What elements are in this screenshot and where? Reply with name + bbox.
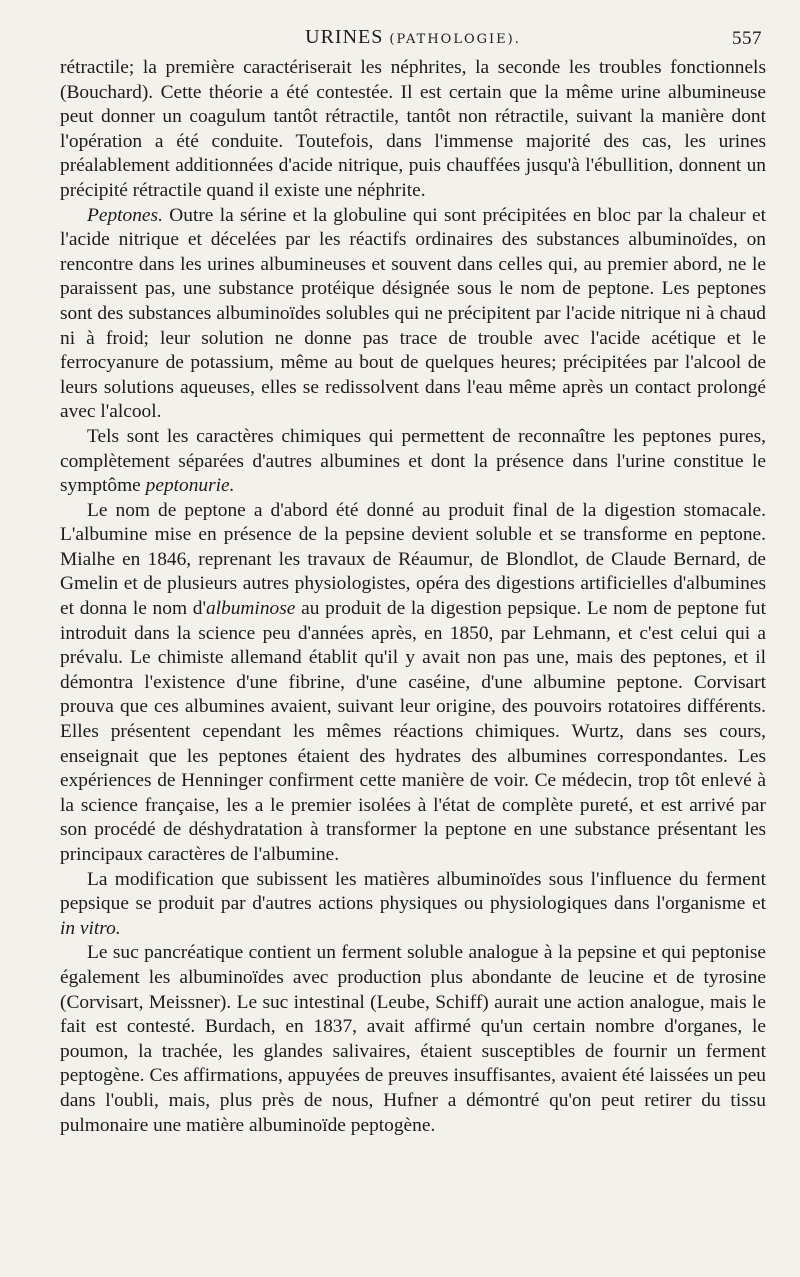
text-run: La modification que subissent les matières albuminoïdes sous l'influence du ferment pepsique se produit par d'autres actions physiques ou physiologiques dans l'organisme et — [60, 868, 766, 915]
italic-text: peptonurie. — [145, 475, 235, 497]
italic-text: albuminose — [205, 598, 296, 620]
body-text — [60, 56, 766, 1138]
text-run: Tels sont les caractères chimiques qui permettent de reconnaître les peptones pures, complètement séparées d'autres albumines et dont la présence dans l'urine constitue le symptôme — [60, 425, 766, 497]
text-run: au produit de la digestion pepsique. Le nom de peptone fut introduit dans la science peu d'années après, en 1850, par Lehmann, et c'est celui qui a prévalu. Le chimiste allemand établit qu'il y avait non pas une, mais des peptones, et il démontra l'existence d'une fibrine, d'une caséine, d'une albumine peptone. Corvisart prouva que ces albumines avaient, suivant leur origine, des pouvoirs rotatoires différents. Elles présentent cependant les mêmes réactions chimiques. Wurtz, dans ses cours, enseignait que les peptones étaient des hydrates des albumines correspondantes. Les expériences de Henninger confirment cette manière de voir. Ce médecin, trop tôt enlevé à la science française, les a le premier isolées à l'état de complète pureté, et est arrivé par son procédé de déshydratation à transformer la peptone en une substance présentant les principaux caractères de l'albumine. — [60, 598, 766, 865]
text-run: Le nom de peptone a d'abord été donné au produit final de la digestion stomacale. L'albumine mise en présence de la pepsine devient soluble et se transforme en peptone. Mialhe en 1846, reprenant les travaux de Réaumur, de Blondlot, de Claude Bernard, de Gmelin et de plusieurs autres physiologistes, opéra des digestions artificielles d'albumines et donna le nom d' — [60, 499, 766, 620]
paragraph — [60, 204, 766, 425]
text-run: Outre la sérine et la globuline qui sont précipitées en bloc par la chaleur et l'acide nitrique et décelées par les réactifs ordinaires des substances albuminoïdes, on rencontre dans les urines albumineuses et souvent dans celles qui, au premier abord, ne le paraissent pas, une substance protéique désignée sous le nom de peptone. Les peptones sont des substances albuminoïdes solubles qui ne précipitent par l'acide nitrique ni à chaud ni à froid; leur solution ne donne pas trace de trouble avec l'acide acétique et le ferrocyanure de potassium, même au bout de quelques heures; précipitées par l'alcool de leurs solutions aqueuses, elles se redissolvent dans l'eau même après un contact prolongé avec l'alcool. — [60, 204, 766, 423]
paragraph — [60, 425, 766, 499]
running-header — [60, 18, 766, 56]
running-title-sub: (PATHOLOGIE). — [389, 32, 521, 47]
page-number: 557 — [732, 28, 762, 49]
paragraph — [60, 941, 766, 1138]
text-run: Le suc pancréatique contient un ferment soluble analogue à la pepsine et qui peptonise également les albuminoïdes avec production plus abondante de leucine et de tyrosine (Corvisart, Meissner). Le suc intestinal (Leube, Schiff) aurait une action analogue, mais le fait est contesté. Burdach, en 1837, avait affirmé qu'un certain nombre d'organes, le poumon, la trachée, les glandes salivaires, étaient susceptibles de fournir un ferment peptogène. Ces affirmations, appuyées de preuves insuffisantes, avaient été laissées un peu dans l'oubli, mais, plus près de nous, Hufner a démontré qu'on peut retirer du tissu pulmonaire une matière albuminoïde peptogène. — [60, 942, 766, 1136]
italic-text: Peptones. — [87, 204, 163, 226]
paragraph — [60, 56, 766, 204]
paragraph — [60, 499, 766, 868]
running-title-main: URINES — [305, 26, 384, 48]
italic-text: in vitro. — [60, 917, 121, 939]
paragraph — [60, 868, 766, 942]
text-run: rétractile; la première caractériserait les néphrites, la seconde les troubles fonctionnels (Bouchard). Cette théorie a été contestée. Il est certain que la même urine albumineuse peut donner un coagulum tantôt rétractile, tantôt non rétractile, suivant la manière dont l'opération a été conduite. Toutefois, dans l'immense majorité des cas, les urines préalablement additionnées d'acide nitrique, puis chauffées jusqu'à l'ébullition, donnent un précipité rétractile quand il existe une néphrite. — [60, 57, 766, 201]
running-title — [60, 26, 766, 49]
